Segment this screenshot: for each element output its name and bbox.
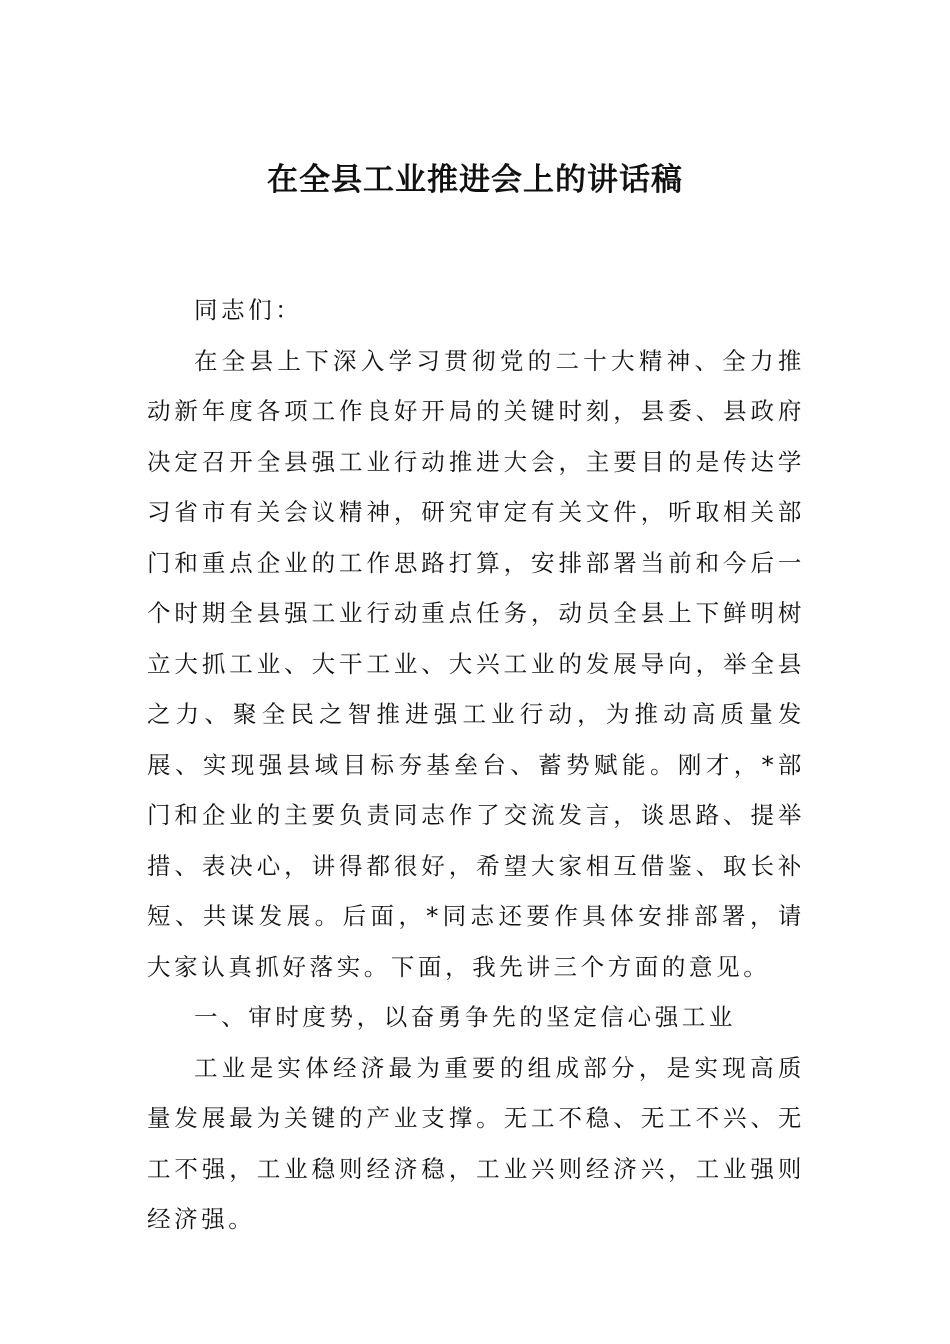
salutation: 同志们： (194, 296, 303, 324)
section-heading-1: 一、审时度势，以奋勇争先的坚定信心强工业 (194, 1003, 736, 1031)
paragraph-section-1: 工业是实体经济最为重要的组成部分，是实现高质量发展最为关键的产业支撑。无工不稳、无工不兴、无工不强，工业稳则经济稳，工业兴则经济兴，工业强则经济强。 (147, 1053, 805, 1233)
document-body (147, 285, 805, 1245)
document-title: 在全县工业推进会上的讲话稿 (267, 162, 683, 198)
paragraph-intro: 在全县上下深入学习贯彻党的二十大精神、全力推动新年度各项工作良好开局的关键时刻，县委、县政府决定召开全县强工业行动推进大会，主要目的是传达学习省市有关会议精神，研究审定有关文件，听取相关部门和重点企业的工作思路打算，安排部署当前和今后一个时期全县强工业行动重点任务，动员全县上下鲜明树立大抓工业、大干工业、大兴工业的发展导向，举全县之力、聚全民之智推进强工业行动，为推动高质量发展、实现强县域目标夯基垒台、蓄势赋能。刚才，*部门和企业的主要负责同志作了交流发言，谈思路、提举措、表决心，讲得都很好，希望大家相互借鉴、取长补短、共谋发展。后面，*同志还要作具体安排部署，请大家认真抓好落实。下面，我先讲三个方面的意见。 (147, 346, 805, 981)
